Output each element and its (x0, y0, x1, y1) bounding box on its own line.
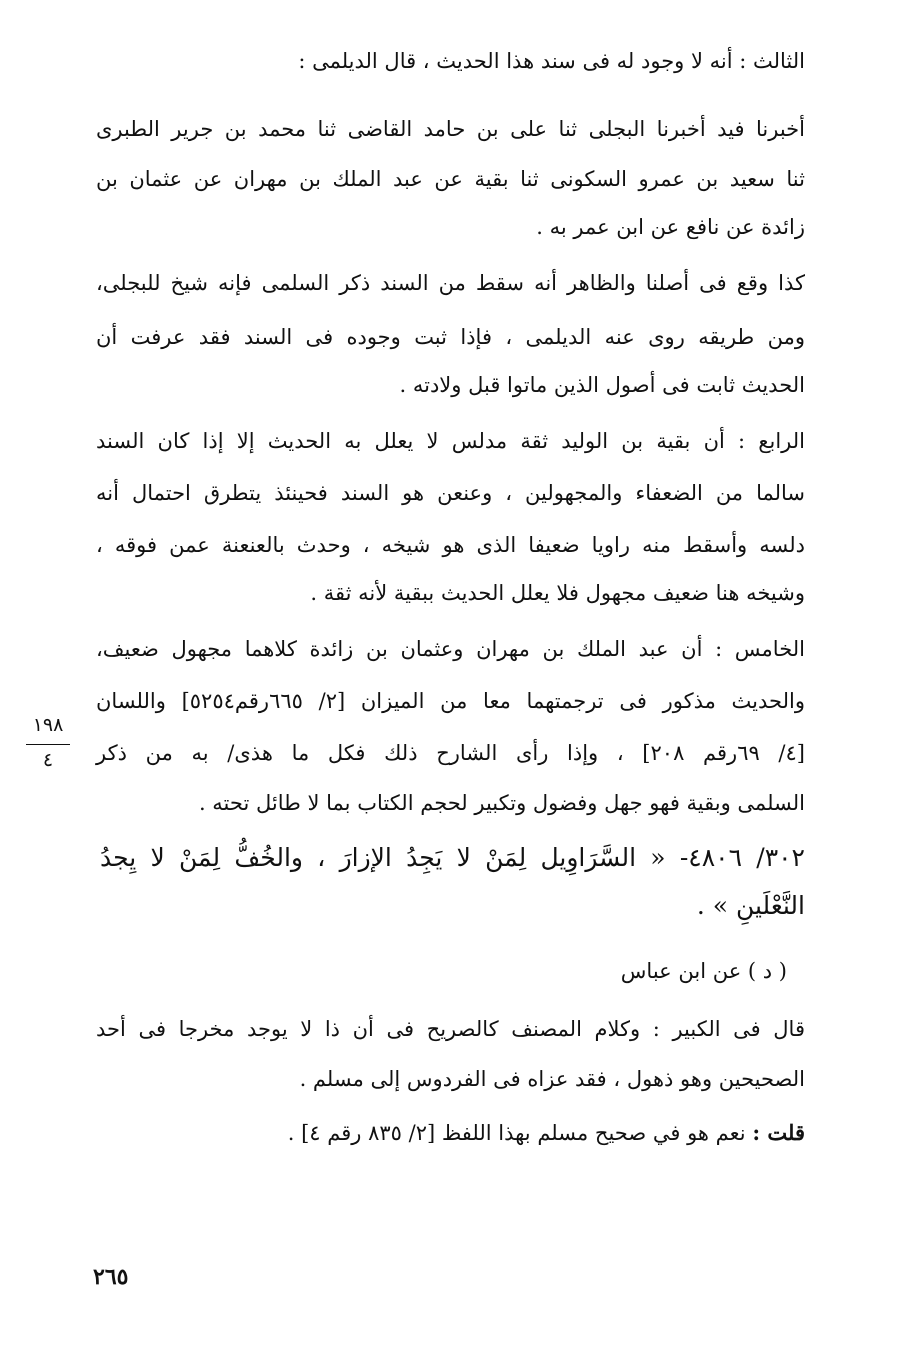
page-number: ٢٦٥ (93, 1264, 129, 1290)
hadith-text: النَّعْلَينِ » . (696, 891, 805, 920)
margin-reference (26, 712, 70, 773)
hadith-source: ( د ) عن ابن عباس (620, 959, 787, 983)
text-line: الرابع : أن بقية بن الوليد ثقة مدلس لا يعلل به الحديث إلا إذا كان السند (96, 429, 805, 453)
text-line: الخامس : أن عبد الملك بن مهران وعثمان بن زائدة كلاهما مجهول ضعيف، (96, 637, 805, 661)
text-line: والحديث مذكور فى ترجمتهما معا من الميزان [٢/ ٦٦٥رقم٥٢٥٤] واللسان (96, 689, 805, 713)
text-line: سالما من الضعفاء والمجهولين ، وعنعن هو السند فحينئذ يتطرق احتمال أنه (96, 481, 805, 505)
note-text: نعم هو في صحيح مسلم بهذا اللفظ [٢/ ٨٣٥ رقم ٤] . (287, 1121, 753, 1145)
text-line: الصحيحين وهو ذهول ، فقد عزاه فى الفردوس إلى مسلم . (299, 1067, 805, 1091)
margin-reference-bottom: ٤ (42, 749, 54, 771)
text-line: قال فى الكبير : وكلام المصنف كالصريح فى أن ذا لا يوجد مخرجا فى أحد (96, 1017, 805, 1041)
margin-reference-top: ١٩٨ (32, 714, 64, 736)
text-line: الحديث ثابت فى أصول الذين ماتوا قبل ولادته . (399, 373, 805, 397)
text-line: ثنا سعيد بن عمرو السكونى ثنا بقية عن عبد الملك بن مهران عن عثمان بن (96, 167, 805, 191)
hadith-text: ٣٠٢/ ٤٨٠٦- « السَّرَاوِيل لِمَنْ لا يَجِدُ الإزارَ ، والخُفُّ لِمَنْ لا يِجدُ (100, 843, 805, 872)
text-line: زائدة عن نافع عن ابن عمر به . (536, 215, 805, 239)
margin-reference-rule (26, 744, 70, 745)
text-line: الثالث : أنه لا وجود له فى سند هذا الحديث ، قال الديلمى : (298, 49, 805, 73)
text-line: [٤/ ٦٩رقم ٢٠٨] ، وإذا رأى الشارح ذلك فكل ما هذى/ به من ذكر (96, 741, 805, 765)
note-line (288, 1118, 805, 1148)
text-line: ومن طريقه روى عنه الديلمى ، فإذا ثبت وجوده فى السند فقد عرفت أن (96, 325, 805, 349)
text-line: دلسه وأسقط منه راويا ضعيفا الذى هو شيخه ، وحدث بالعنعنة عمن فوقه ، (96, 533, 805, 557)
text-line: السلمى وبقية فهو جهل وفضول وتكبير لحجم الكتاب بما لا طائل تحته . (198, 791, 805, 815)
text-line: وشيخه هنا ضعيف مجهول فلا يعلل الحديث ببقية لأنه ثقة . (310, 581, 805, 605)
text-line: أخبرنا فيد أخبرنا البجلى ثنا على بن حامد القاضى ثنا محمد بن جرير الطبرى (96, 117, 805, 141)
note-label: قلت : (752, 1120, 805, 1145)
text-line: كذا وقع فى أصلنا والظاهر أنه سقط من السند ذكر السلمى فإنه شيخ للبجلى، (96, 271, 805, 295)
